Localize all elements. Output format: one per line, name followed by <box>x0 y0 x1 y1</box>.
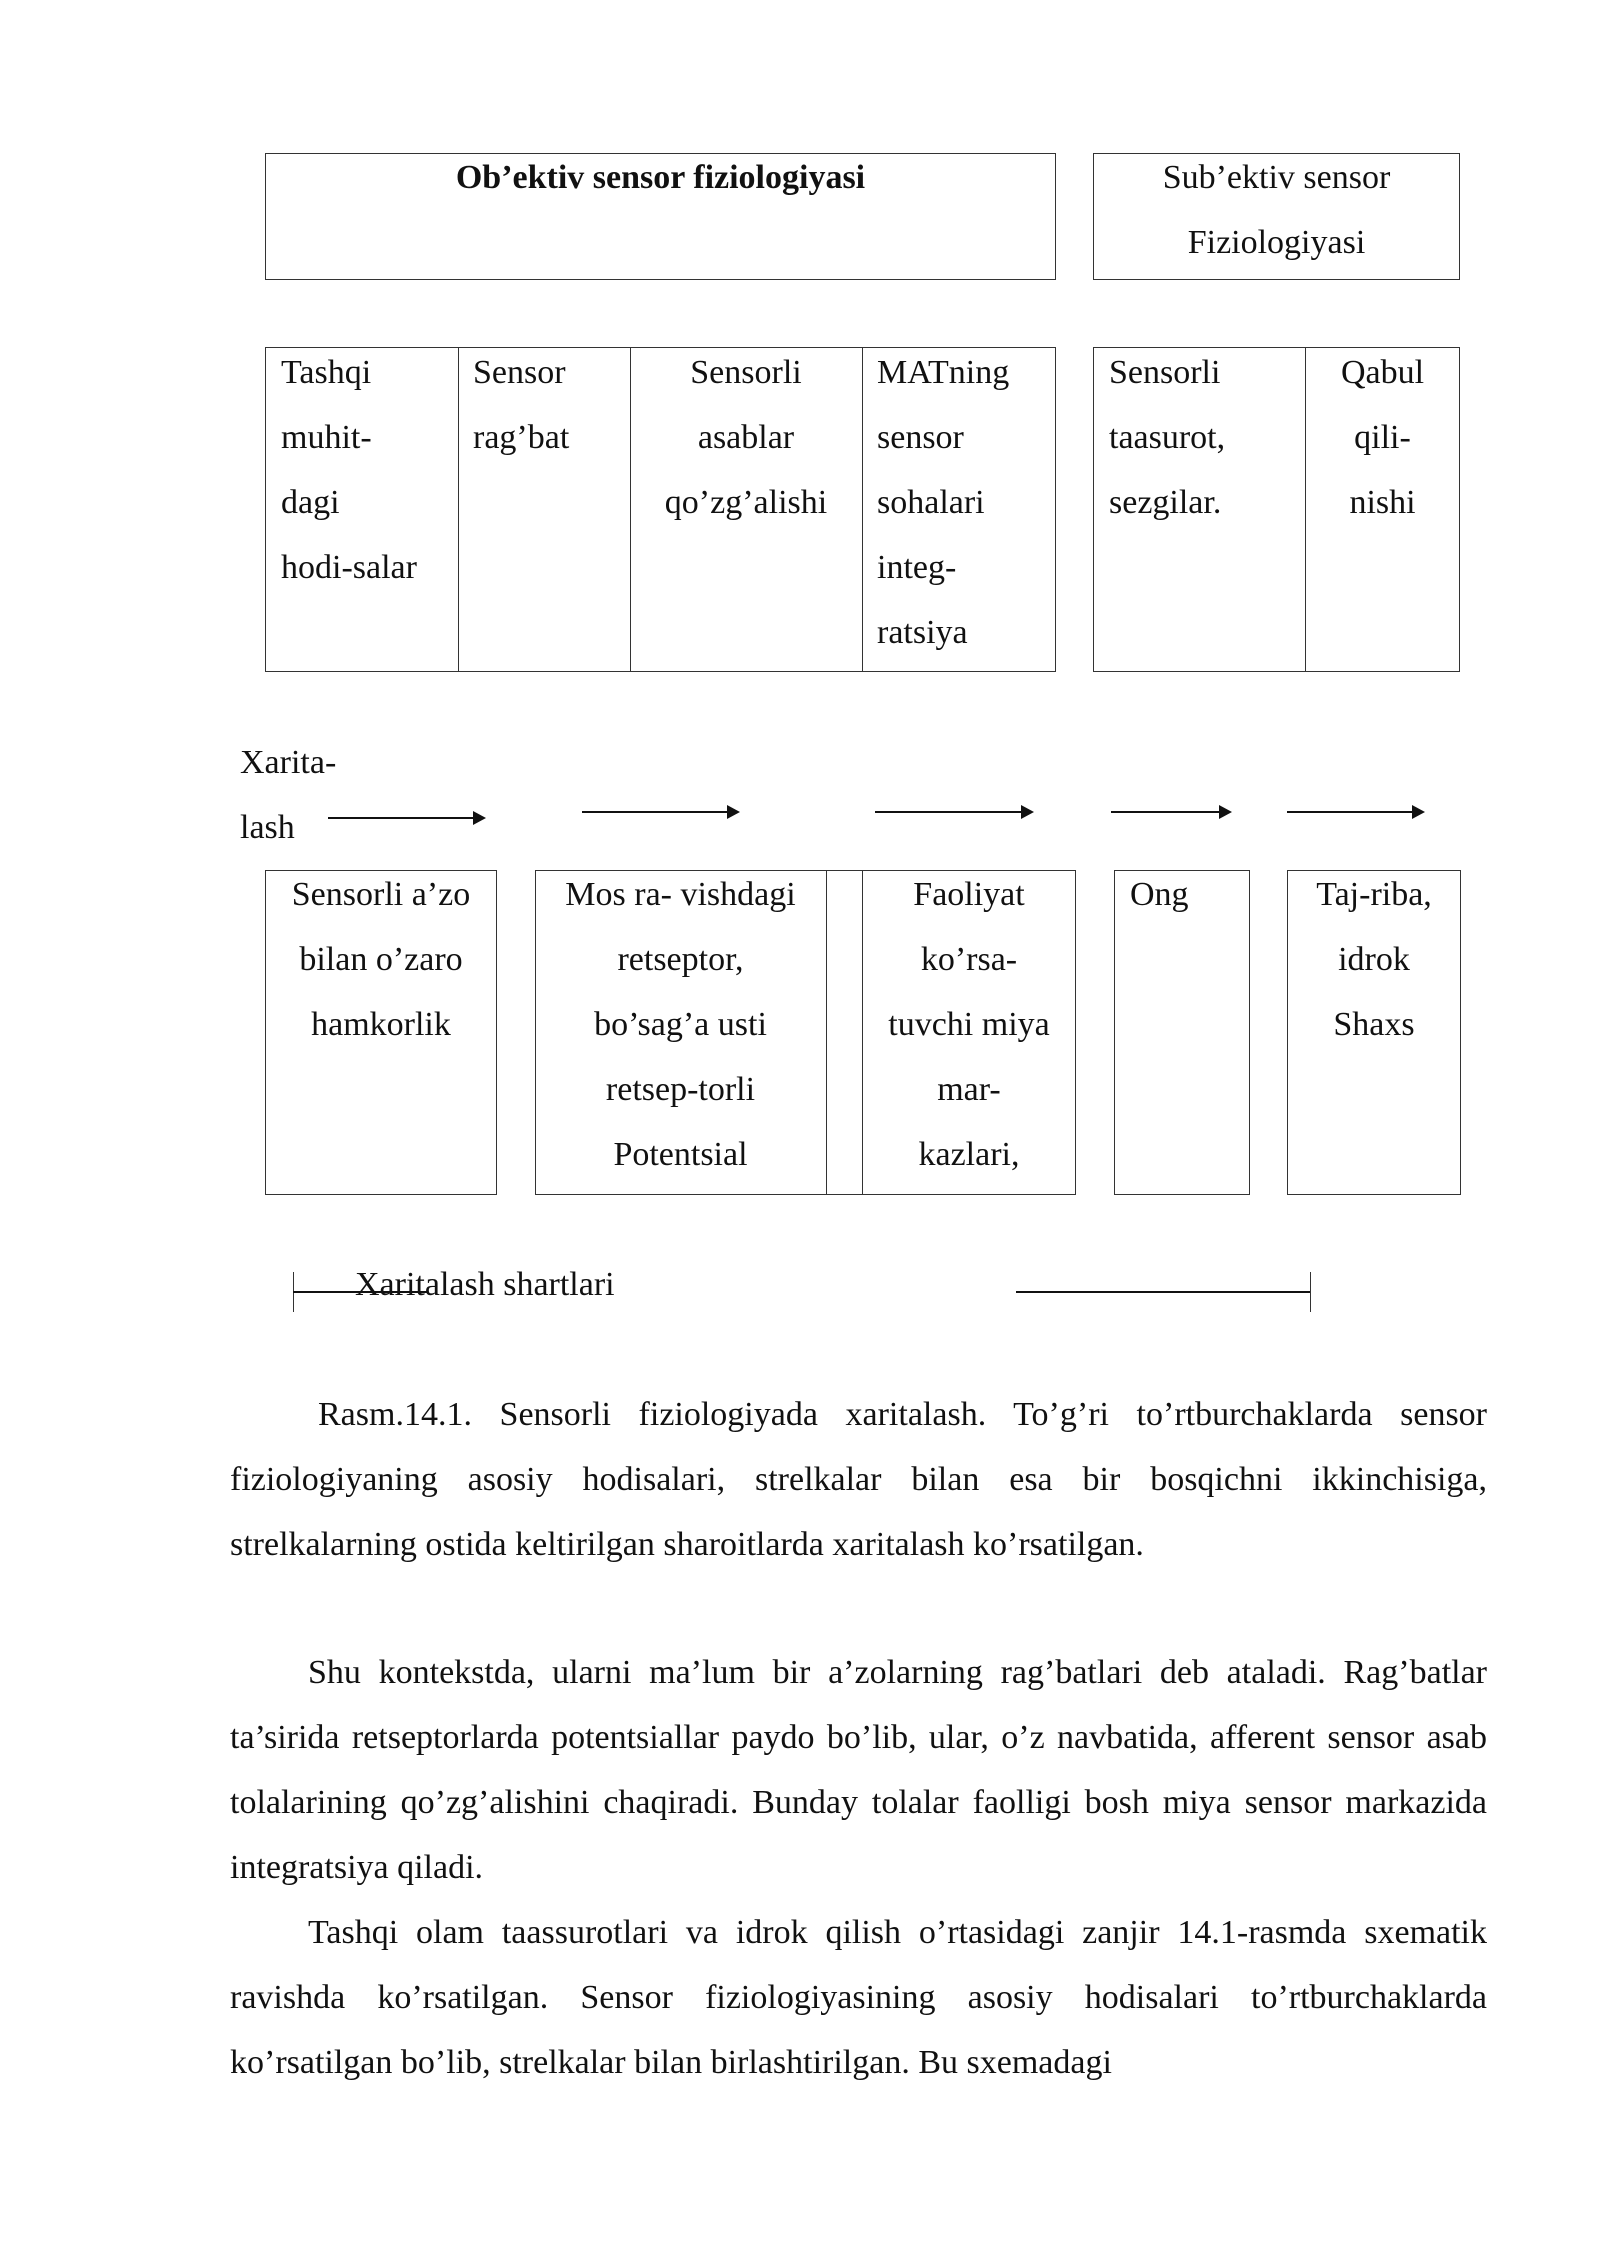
bracket-line-right <box>1016 1291 1310 1293</box>
body-paragraph: Tashqi olam taassurotlari va idrok qilish o’rtasidagi zanjir 14.1-rasmda sxematik ravishda ko’rsatilgan. Sensor fiziologiyasining asosiy hodisalari to’rtburchaklarda ko’rsatilgan bo’lib, strelkalar bilan birlashtirilgan. Bu sxemadagi <box>230 1914 1487 2081</box>
arrow-right-icon <box>582 811 736 813</box>
objective-header-title: Ob’ektiv sensor fiziologiyasi <box>455 159 866 196</box>
table-divider <box>458 347 459 672</box>
condition-cell: Faoliyat ko’rsa- tuvchi miya mar- kazlari, <box>888 876 1050 1173</box>
figure-caption: Rasm.14.1. Sensorli fiziologiyada xaritalash. To’g’ri to’rtburchaklarda sensor fiziologiyaning asosiy hodisalari, strelkalar bilan esa bir bosqichni ikkinchisiga, strelkalarning ostida keltirilgan sharoitlarda xaritalash ko’rsatilgan. <box>230 1396 1487 1563</box>
subjective-header-title: Sub’ektiv sensor Fiziologiyasi <box>1162 159 1391 261</box>
condition-cell: Mos ra- vishdagi retseptor, bo’sag’a usti retsep-torli Potentsial <box>565 876 796 1173</box>
phenomenon-cell: Sensorli taasurot, sezgilar. <box>1109 354 1226 521</box>
arrow-right-icon <box>1287 811 1421 813</box>
arrow-right-icon <box>1111 811 1228 813</box>
phenomenon-cell: Sensorli asablar qo’zg’alishi <box>664 354 828 521</box>
body-paragraph: Shu kontekstda, ularni ma’lum bir a’zolarning rag’batlari deb ataladi. Rag’batlar ta’sirida retseptorlarda potentsiallar paydo bo’lib, ular, o’z navbatida, afferent sensor asab tolalarining qo’zg’alishini chaqiradi. Bunday tolalar faolligi bosh miya sensor markazida integratsiya qiladi. <box>230 1654 1487 1886</box>
mapping-label: Xarita- lash <box>240 744 337 846</box>
condition-cell: Taj-riba, idrok Shaxs <box>1316 876 1432 1043</box>
table-divider <box>1305 347 1306 672</box>
table-divider <box>826 870 827 1195</box>
phenomenon-cell: Tashqi muhit- dagi hodi-salar <box>281 354 417 586</box>
phenomenon-cell: MATning sensor sohalari integ- ratsiya <box>877 354 1010 651</box>
conditions-label: Xaritalash shartlari <box>355 1266 615 1303</box>
phenomenon-cell: Qabul qili- nishi <box>1340 354 1425 521</box>
bracket-right-tick <box>1310 1272 1311 1312</box>
arrow-right-icon <box>875 811 1030 813</box>
phenomenon-cell: Sensor rag’bat <box>473 354 570 456</box>
table-divider <box>630 347 631 672</box>
table-divider <box>862 347 863 672</box>
arrow-right-icon <box>328 817 482 819</box>
condition-cell: Ong <box>1130 876 1189 913</box>
condition-cell: Sensorli a’zo bilan o’zaro hamkorlik <box>291 876 471 1043</box>
